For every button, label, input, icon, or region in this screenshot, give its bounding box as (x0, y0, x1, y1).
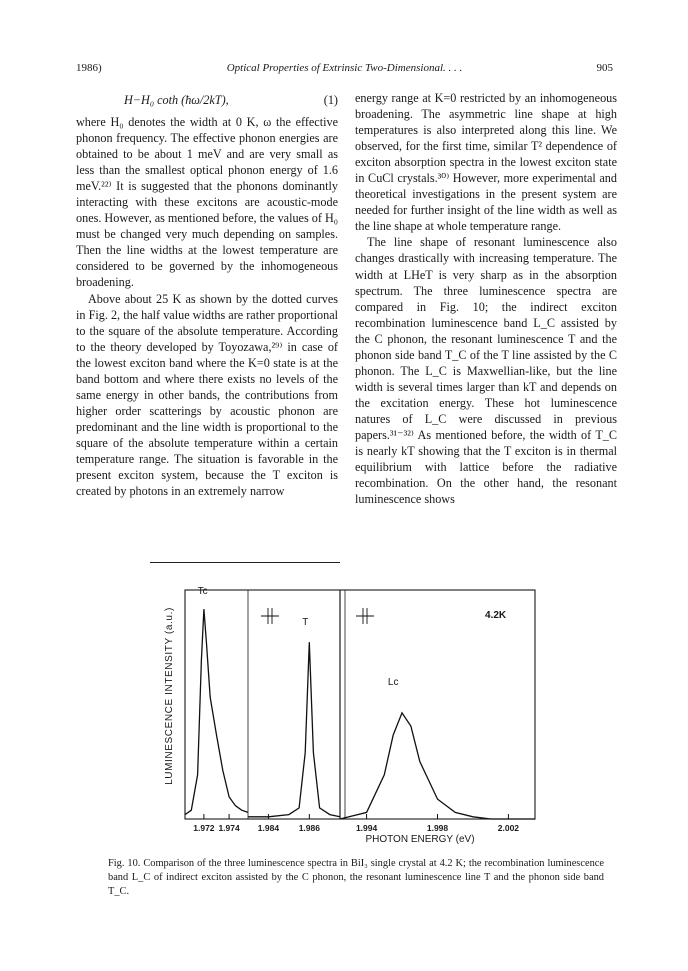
left-column (76, 90, 338, 499)
section-divider (150, 562, 340, 563)
temperature-label: 4.2K (485, 610, 507, 621)
x-tick-label: 1.986 (298, 823, 320, 833)
series-line-lc (340, 713, 535, 819)
spectrum-chart (150, 578, 550, 848)
x-tick-label: 1.998 (426, 823, 449, 833)
plot-frame-right (340, 590, 535, 819)
running-title: Optical Properties of Extrinsic Two-Dimensional. . . . (226, 62, 463, 74)
x-tick-label: 1.994 (355, 823, 378, 833)
equation-1 (76, 90, 338, 114)
paragraph: The line shape of resonant luminescence also changes drastically with increasing temperature. The width at LHeT is very sharp as in the absorption spectrum. The three luminescence spectra are compared in Fig. 10; the indirect exciton recombination luminescence band L_C assisted by the C phonon, the resonant luminescence T and the phonon side band T_C of the T line assisted by the C phonon. The L_C is Maxwellian-like, but the line width is several times larger than kT and depends on the excitation energy. These hot luminescence natures of L_C were discussed in previous papers.³¹⁻³²⁾ As mentioned before, the width of T_C is nearly kT showing that the T exciton is in thermal equilibrium with lattice before the radiative recombination. On the other hand, the resonant luminescence shows (355, 235, 617, 507)
series-line-tc (185, 609, 248, 815)
paragraph: energy range at K=0 restricted by an inhomogeneous broadening. The asymmetric line shape at high temperatures is also interpreted along this line. We observed, for the first time, similar T² dependence of exciton absorption spectra in the lowest exciton state in CuCl crystals.³⁰⁾ However, more experimental and theoretical investigations in the present system are needed for further insight of the line width as well as the line shape at whole temperature range. (355, 91, 617, 234)
series-line-t (248, 642, 340, 817)
page-header (76, 62, 613, 78)
equation-body: H−H₀ coth (ħω/2kT), (124, 93, 229, 107)
x-tick-label: 1.974 (218, 823, 240, 833)
page-number: 905 (596, 62, 613, 74)
paragraph: where H₀ denotes the width at 0 K, ω the effective phonon frequency. The effective phonon energies are obtained to be about 1 meV and are very small as less than the smallest optical phonon energy of 1.6 meV.²²⁾ It is suggested that the phonons dominantly interacting with these excitons are acoustic-mode ones. However, as mentioned before, the values of H₀ must be changed very much depending on samples. Then the line widths at the lowest temperature are considered to be governed by the inhomogeneous broadening. (76, 115, 338, 290)
paragraph: Above about 25 K as shown by the dotted curves in Fig. 2, the half value widths are rather proportional to the square of the absolute temperature. According to the theory developed by Toyozawa,²⁹⁾ in case of the lowest exciton band where the K=0 state is at the band bottom and where there exists no levels of the same energy in other bands, the contributions from higher order scatterings by acoustic phonon are predominant and the line width is proportional to the square of the absolute temperature within a certain temperature range. The situation is favorable in the present exciton system, because the T exciton is created by photons in an extremely narrow (76, 291, 338, 499)
peak-label-t: T (302, 617, 309, 629)
right-column (355, 90, 617, 507)
equation-number: (1) (323, 93, 338, 107)
figure-caption: Fig. 10. Comparison of the three luminescence spectra in BiI₃ single crystal at 4.2 K; the recombination luminescence band L_C of indirect exciton assisted by the C phonon, the resonant luminescence line T and the phonon side band T_C. (108, 858, 604, 897)
x-tick-label: 1.984 (257, 823, 280, 833)
figure-10 (150, 578, 550, 848)
x-tick-label: 1.972 (193, 823, 215, 833)
x-tick-label: 2.002 (497, 823, 520, 833)
x-axis-label: PHOTON ENERGY (eV) (365, 834, 475, 845)
peak-label-tc: Tc (197, 586, 208, 598)
peak-label-lc: Lc (387, 676, 399, 688)
journal-year: 1986) (76, 62, 102, 74)
y-axis-label: LUMINESCENCE INTENSITY (a.u.) (164, 607, 175, 785)
